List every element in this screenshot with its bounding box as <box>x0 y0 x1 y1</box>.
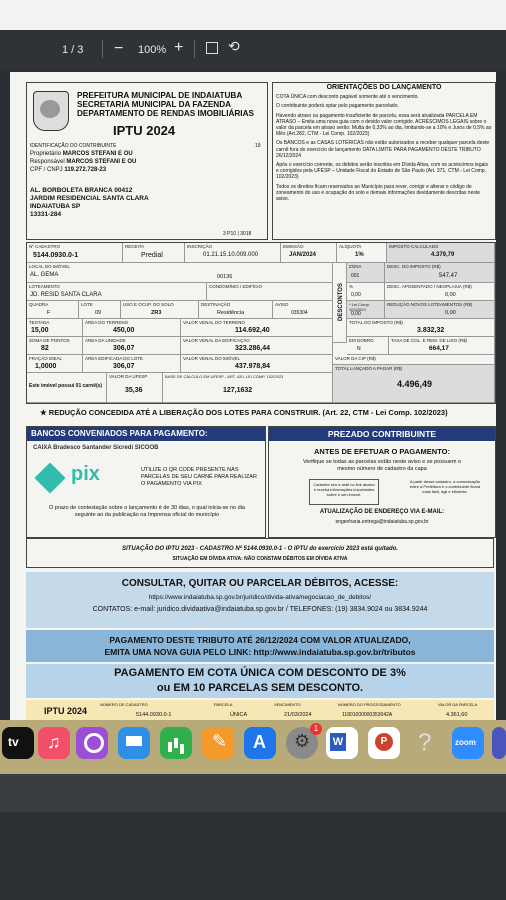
total-imposto-label: TOTAL DO IMPOSTO (R$) <box>349 320 403 325</box>
lote-cell <box>79 301 121 319</box>
app-store-icon[interactable]: A <box>244 727 276 759</box>
loteamento-value: JD. RESID SANTA CLARA <box>30 292 102 298</box>
endereco-2: JARDIM RESIDENCIAL SANTA CLARA <box>30 195 149 202</box>
loteamento-label: LOTEAMENTO <box>29 284 60 289</box>
pix-instructions: UTILIZE O QR CODE PRESENTE NAS PARCELAS DE SEU CARNÊ PARA REALIZAR O PAGAMENTO VIA PIX <box>141 467 257 487</box>
lote-label: LOTE <box>81 302 93 307</box>
leicomp-label: * Lei Comp. 102/2023 <box>349 302 370 312</box>
possui-cell <box>27 373 107 403</box>
podcasts-icon[interactable] <box>76 727 108 759</box>
cadastro-email-box: Cadastre seu e-mail no link abaixo e receba informações importantes sobre o seu imóvel. <box>309 479 379 505</box>
iptu-title: IPTU 2024 <box>113 123 176 138</box>
situacao-line-2: SITUAÇÃO EM DÍVIDA ATIVA: NÃO CONSTAM DÉBITOS EM DÍVIDA ATIVA <box>172 556 348 562</box>
pagamento-line-2[interactable]: EMITA UMA NOVA GUIA PELO LINK: http://www.indaiatuba.sp.gov.br/tributos <box>104 647 416 657</box>
inscricao-label: INSCRIÇÃO <box>187 244 213 249</box>
aviso-cell <box>273 301 333 319</box>
stub-cad: 5144.0930.0-1 <box>136 712 172 718</box>
id-label: IDENTIFICAÇÃO DO CONTRIBUINTE <box>30 143 117 149</box>
condominio-cell <box>207 283 333 301</box>
imposto-calc-cell <box>387 243 495 263</box>
cadastro-label: Nº CADASTRO <box>29 244 61 249</box>
area-terreno-cell <box>83 319 181 337</box>
aliquota-value: 1% <box>355 252 364 258</box>
cpf-label: CPF / CNPJ <box>30 167 65 173</box>
fracao-cell <box>27 355 83 373</box>
desc-imposto-label: DESC. DO IMPOSTO (R$) <box>387 264 441 269</box>
stub-proc-label: NÚMERO DO PROCESSAMENTO <box>338 702 401 707</box>
zona-value: 001 <box>351 273 360 279</box>
orient-p3: Havendo atraso ou pagamento insuficiente de parcela, essa será atualizada PARCELA EM ATRASO – Emita uma nova guia com o devido valor corrigido. ACRÉSCIMOS LEGAIS sobre o valor da parcela em atraso serão: Multa de 0,33% ao dia, limitando-se a 10% e Juros de 0,5% ao Mês (Art.282, CTM - Lei Comp. 102/2023) <box>276 112 492 138</box>
receita-cell <box>123 243 185 263</box>
area-edif-cell <box>83 355 181 373</box>
orient-p5: Após o exercício corrente, os débitos serão inscritos em Dívida Ativa, com os acréscimos legais e corrigidos pela UFESP – Unidade Fiscal do Estado de São Paulo (Art. 371, CTM - Lei Comp. 102/2023) <box>276 162 489 181</box>
fields-grid <box>26 242 496 404</box>
consultar-url[interactable]: https://www.indaiatuba.sp.gov.br/juridico/divida-ativa/negociacao_de_debitos/ <box>148 594 372 601</box>
soma-pontos-label: SOMA DE PONTOS <box>29 338 70 343</box>
imposto-calc-label: IMPOSTO CALCULADO <box>389 244 439 249</box>
em-dobro-label: EM DOBRO <box>349 338 374 343</box>
condominio-label: CONDOMÍNIO / EDIFÍCIO <box>209 284 263 289</box>
header-titles <box>77 91 254 118</box>
numbers-icon[interactable] <box>160 727 192 759</box>
descontos-side <box>333 263 347 343</box>
word-icon[interactable]: W <box>326 727 358 759</box>
uso-value: ZR3 <box>151 310 162 316</box>
em-dobro-cell <box>347 337 389 355</box>
emissao-cell <box>281 243 337 263</box>
zona-label: ZONA <box>349 264 362 269</box>
total-value: 4.496,49 <box>397 379 433 389</box>
consultar-banner <box>26 572 494 628</box>
red-lot-label: REDUÇÃO NOVOS LOTEAMENTOS (R$) <box>387 302 473 307</box>
testada-value: 15,00 <box>31 327 49 334</box>
prazo-text: O prazo de contestação sobre o lançamento é de 30 dias, o qual inicia-se no dia seguinte ao da publicação na Imprensa oficial do município <box>49 505 245 518</box>
proprietario: MARCOS STEFANI E OU <box>62 151 133 157</box>
bancos-box <box>26 426 266 538</box>
em-dobro-value: N <box>357 346 361 352</box>
desc-aposentado-label: DESC. APOSENTADO / NEOPLASIA (R$) <box>387 284 472 289</box>
receita-label: RECEITA <box>125 244 145 249</box>
loteamento-cell <box>27 283 207 301</box>
numero-value: 00136 <box>217 274 233 280</box>
area-terreno-value: 450,00 <box>113 327 135 334</box>
total-cell <box>333 365 495 403</box>
cadastro-cell <box>27 243 123 263</box>
page-indicator: 1 / 3 <box>62 44 84 56</box>
pref-line-2: SECRETARIA MUNICIPAL DA FAZENDA <box>77 100 232 109</box>
help-icon[interactable]: ? <box>418 729 432 756</box>
verifique-text: Verifique se todas as parcelas estão neste aviso e se possuem o mesmo número de cadastro da capa <box>302 459 462 472</box>
descontos-label: DESCONTOS <box>338 283 344 321</box>
stub-valor-label: VALOR DA PARCELA <box>438 702 478 707</box>
endereco-block <box>30 187 149 219</box>
pref-line-3: DEPARTAMENTO DE RENDAS IMOBILIÁRIAS <box>77 109 254 118</box>
rotate-icon[interactable]: ⟲ <box>228 38 240 54</box>
divider <box>194 40 195 58</box>
pdf-page <box>10 72 496 720</box>
ufesp-label: VALOR DA UFESP <box>109 374 148 379</box>
vv-edif-value: 323.286,44 <box>235 345 271 352</box>
pref-line-1: PREFEITURA MUNICIPAL DE INDAIATUBA <box>77 91 243 100</box>
desc-imposto-value: 547,47 <box>439 273 458 279</box>
powerpoint-icon[interactable]: P <box>368 727 400 759</box>
area-unidade-label: ÁREA DA UNIDADE <box>85 338 126 343</box>
orientacoes-box <box>272 82 496 240</box>
pct-label: % <box>349 284 354 289</box>
contribuinte-box <box>268 426 496 538</box>
atualizacao-email[interactable]: engenharia.entrega@indaiatuba.sp.gov.br <box>335 519 429 525</box>
header-box <box>26 82 268 240</box>
pagamento-line-1: PAGAMENTO DESTE TRIBUTO ATÉ 26/12/2024 COM VALOR ATUALIZADO, <box>109 635 411 645</box>
desc-imposto-cell <box>385 263 495 283</box>
emissao-label: EMISSÃO <box>283 244 304 249</box>
keynote-icon[interactable] <box>118 727 150 759</box>
consultar-contatos: CONTATOS: e-mail: juridico.dividaativa@indaiatuba.sp.gov.br / TELEFONES: (19) 3834.9024 ou 3834.9244 <box>92 606 428 613</box>
stub-cad-label: NÚMERO DE CADASTRO <box>100 702 148 707</box>
bancos-title: BANCOS CONVENIADOS PARA PAGAMENTO: <box>27 427 265 441</box>
zoom-out-button[interactable]: − <box>114 40 124 57</box>
base-value: 127,1632 <box>223 387 253 394</box>
antes-title: ANTES DE EFETUAR O PAGAMENTO: <box>314 447 450 456</box>
stub-venc-label: VENCIMENTO <box>274 702 301 707</box>
proprietario-label: Proprietário <box>30 151 63 157</box>
lote-value: 09 <box>95 310 102 316</box>
fracao-label: FRAÇÃO IDEAL <box>29 356 63 361</box>
stub-parcela-label: PARCELA <box>214 702 233 707</box>
zoom-icon[interactable] <box>452 727 484 759</box>
taxa-lixo-cell <box>389 337 495 355</box>
zoom-label: zoom <box>455 738 476 747</box>
bank-logos: CAIXA Bradesco Santander Sicredi SICOOB <box>33 445 159 451</box>
vv-terreno-value: 114.692,40 <box>235 327 270 334</box>
cip-cell <box>333 355 495 365</box>
total-label: TOTAL LANÇADO A PAGAR (R$) <box>335 366 403 371</box>
cip-label: VALOR DA CIP (R$) <box>335 356 376 361</box>
area-unidade-value: 306,07 <box>113 345 135 352</box>
city-crest-icon <box>33 91 69 131</box>
local-value: AL. GEMA <box>30 272 59 278</box>
receita-value: Predial <box>141 252 163 259</box>
vv-edif-label: VALOR VENAL DA EDIFICAÇÃO <box>183 338 250 343</box>
stub-venc: 21/03/2024 <box>284 712 312 718</box>
soma-pontos-cell <box>27 337 83 355</box>
vv-terreno-cell <box>181 319 333 337</box>
dock <box>0 720 506 774</box>
teams-icon[interactable] <box>492 727 506 759</box>
soma-pontos-value: 82 <box>41 345 49 352</box>
destinacao-label: DESTINAÇÃO <box>201 302 231 307</box>
emissao-value: JAN/2024 <box>289 252 317 258</box>
cota-banner <box>26 664 494 698</box>
local-cell <box>27 263 333 283</box>
cep: 13331-284 <box>30 211 62 218</box>
quadra-value: F <box>47 310 51 316</box>
aliquota-label: ALÍQUOTA <box>339 244 362 249</box>
quadra-label: QUADRA <box>29 302 49 307</box>
orient-p1: COTA ÚNICA com desconto pagável somente até o vencimento. <box>276 94 419 101</box>
cota-line-1: PAGAMENTO EM COTA ÚNICA COM DESCONTO DE 3% <box>114 667 406 679</box>
desc-aposentado-value: 0,00 <box>445 292 456 298</box>
area-unidade-cell <box>83 337 181 355</box>
zona-cell <box>347 263 385 283</box>
tv-icon[interactable]: tv <box>2 727 34 759</box>
inscricao-value: 01.21.15.10.009.000 <box>203 252 259 258</box>
aliquota-cell <box>337 243 387 263</box>
settings-icon[interactable]: ⚙ 1 <box>286 727 318 759</box>
contribuinte-title: PREZADO CONTRIBUINTE <box>269 427 495 441</box>
stub-parcela: ÚNICA <box>230 712 248 718</box>
reducao-note: ★ REDUÇÃO CONCEDIDA ATÉ A LIBERAÇÃO DOS LOTES PARA CONSTRUIR. (Art. 22, CTM - Lei Comp. 102/2023) <box>40 408 448 417</box>
orient-p4: Os BANCOS e as CASAS LOTÉRICAS não estão autorizados a receber qualquer parcela deste carnê fora do exercício de lançamento DATA LIMITE PARA PAGAMENTO DESTE TRIBUTO 26/12/2024 <box>276 140 490 159</box>
base-cell <box>163 373 333 403</box>
fracao-value: 1,0000 <box>35 363 57 370</box>
vv-edif-cell <box>181 337 333 355</box>
local-label: LOCAL DO IMÓVEL <box>29 264 70 269</box>
top-margin <box>0 0 506 30</box>
leicomp-cell <box>347 301 385 319</box>
zoom-in-button[interactable]: + <box>174 39 184 56</box>
orient-title: ORIENTAÇÕES DO LANÇAMENTO <box>326 84 442 91</box>
atualizacao-title: ATUALIZAÇÃO DE ENDEREÇO VIA E-MAIL: <box>319 509 445 515</box>
leicomp-value: 0,00 <box>351 311 361 317</box>
aviso-value: 035304 <box>291 310 308 316</box>
pages-icon[interactable]: ✎ <box>202 727 234 759</box>
area-edif-value: 306,07 <box>113 363 135 370</box>
stub-proc: 11801000000353042A <box>342 712 393 718</box>
cadastro-value: 5144.0930.0-1 <box>33 252 79 259</box>
vv-imovel-value: 437.978,84 <box>235 363 271 370</box>
pct-cell <box>347 283 385 301</box>
divider <box>102 40 103 58</box>
base-label: BASE DE CÁLCULO EM UFESP - ART. 420, LEI COMP. 102/2023 <box>165 374 284 379</box>
destinacao-cell <box>199 301 273 319</box>
total-imposto-value: 3.832,32 <box>417 327 445 334</box>
cpf: 119.272.728-23 <box>64 167 107 173</box>
taxa-lixo-label: TAXA DE COL. E REM. DE LIXO (R$) <box>391 338 468 343</box>
area-edif-label: ÁREA EDIFICADA DO LOTE <box>85 356 144 361</box>
responsavel: MARCOS STEFANI E OU <box>66 159 137 165</box>
possui-text: Este imóvel possui 01 carnê(s) <box>29 383 103 389</box>
imposto-calc-value: 4.379,79 <box>431 252 455 258</box>
music-icon[interactable]: ♫ <box>38 727 70 759</box>
pix-icon <box>34 462 65 493</box>
ufesp-cell <box>107 373 163 403</box>
testada-label: TESTADA <box>29 320 50 325</box>
quadra-cell <box>27 301 79 319</box>
stub-valor: 4.361,60 <box>446 712 468 718</box>
doc-code: 3 P10 | 3018 <box>223 231 252 237</box>
responsavel-label: Responsável <box>30 159 67 165</box>
stub-iptu: IPTU 2024 <box>44 706 88 716</box>
orient-p6: Todos os direitos ficam reservados ao Município para rever, corrigir e alterar o código de zoneamento do uso e ocupação do solo e demais informações devidamente descritas neste aviso. <box>276 183 481 203</box>
desk-band <box>0 774 506 812</box>
situacao-box <box>26 538 494 568</box>
desc-aposentado-cell <box>385 283 495 301</box>
consultar-title: CONSULTAR, QUITAR OU PARCELAR DÉBITOS, ACESSE: <box>121 578 399 589</box>
area-terreno-label: ÁREA DO TERRENO <box>85 320 129 325</box>
inscricao-cell <box>185 243 281 263</box>
vv-imovel-cell <box>181 355 333 373</box>
desk-area <box>0 774 506 900</box>
situacao-line-1: SITUAÇÃO DO IPTU 2023 - CADASTRO Nº 5144.0930.0-1 - O IPTU do exercício 2023 está quitado. <box>122 546 398 552</box>
cota-line-2: ou EM 10 PARCELAS SEM DESCONTO. <box>156 682 364 694</box>
taxa-lixo-value: 664,17 <box>429 345 449 352</box>
sheet-number: 19 <box>255 143 261 149</box>
pct-value: 0,00 <box>351 292 361 298</box>
vv-imovel-label: VALOR VENAL DO IMÓVEL <box>183 356 241 361</box>
endereco-3: INDAIATUBA SP <box>30 203 81 210</box>
uso-label: USO E OCUP. DO SOLO <box>123 302 174 307</box>
red-lot-value: 0,00 <box>445 310 456 316</box>
aviso-label: AVISO <box>275 302 289 307</box>
settings-badge: 1 <box>310 723 322 735</box>
pagamento-banner <box>26 630 494 662</box>
zoom-level[interactable]: 100% <box>138 44 167 56</box>
pix-logo: pix <box>71 463 100 485</box>
testada-cell <box>27 319 83 337</box>
orient-p2: O contribuinte poderá optar pelo pagamento parcelado. <box>276 103 399 110</box>
ufesp-value: 35,36 <box>125 387 143 394</box>
destinacao-value: Residência <box>217 310 245 316</box>
vv-terreno-label: VALOR VENAL DO TERRENO <box>183 320 245 325</box>
endereco-1: AL. BORBOLETA BRANCA 00412 <box>30 187 133 194</box>
red-lot-cell <box>385 301 495 319</box>
uso-cell <box>121 301 199 319</box>
fit-page-icon[interactable] <box>206 42 218 54</box>
pdf-toolbar <box>0 30 506 70</box>
total-imposto-cell <box>347 319 495 337</box>
comunicacao-box: A partir desse cadastro, a comunicação entre a Prefeitura e o contribuinte ficará mais fácil, ágil e eficiente. <box>409 479 481 494</box>
